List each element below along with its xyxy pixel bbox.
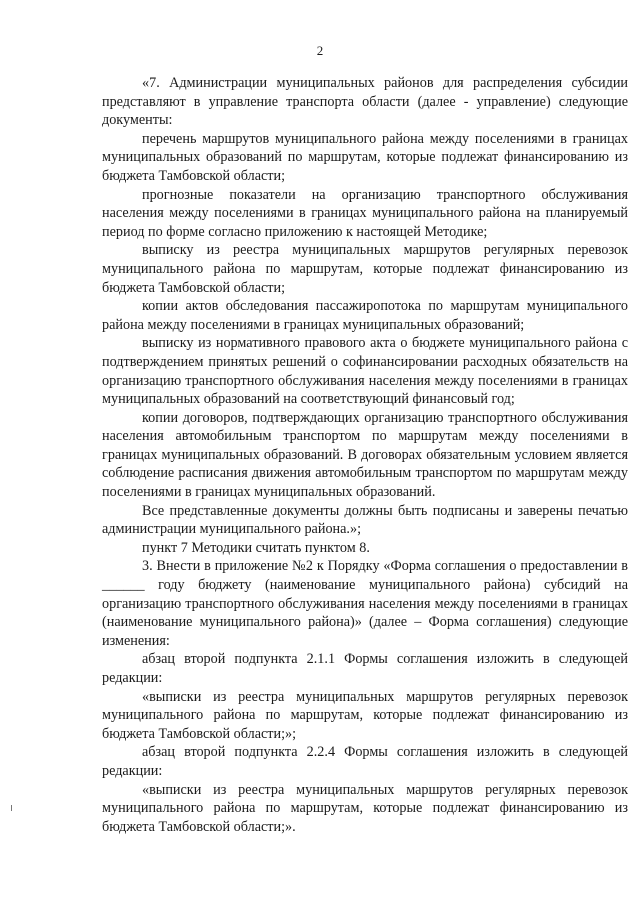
paragraph-2-1-1: абзац второй подпункта 2.1.1 Формы соглашения изложить в следующей редакции: — [102, 651, 628, 686]
paragraph-budget-act: выписку из нормативного правового акта о бюджете муниципального района с подтверждением принятых решений о софинансировании расходных обязательств на организацию транспортного обслуживания населения между поселениями в границах муниципальных образований на соответствующий финансовый год; — [102, 335, 628, 408]
paragraph-contracts: копии договоров, подтверждающих организацию транспортного обслуживания населения автомобильным транспортом по маршрутам между поселениями в границах муниципальных образований. В договорах обязательным условием является соблюдение расписания движения автомобильным транспортом по маршрутам между поселениями в границах муниципальных образований. — [102, 409, 628, 501]
paragraph-route-list: перечень маршрутов муниципального района между поселениями в границах муниципальных образований по маршрутам, которые подлежат финансированию из бюджета Тамбовской области; — [102, 130, 628, 184]
paragraph-renumber: пункт 7 Методики считать пунктом 8. — [142, 539, 370, 556]
document-body — [102, 74, 628, 836]
paragraph-registry-extract: выписку из реестра муниципальных маршрутов регулярных перевозок муниципального района по маршрутам, которые подлежат финансированию из бюджета Тамбовской области; — [102, 242, 628, 296]
paragraph-2-1-1-text: «выписки из реестра муниципальных маршрутов регулярных перевозок муниципального района по маршрутам, которые подлежат финансированию из бюджета Тамбовской области;»; — [102, 688, 628, 742]
paragraph-2-2-4-text: «выписки из реестра муниципальных маршрутов регулярных перевозок муниципального района по маршрутам, которые подлежат финансированию из бюджета Тамбовской области;». — [102, 781, 628, 835]
paragraph-7-intro: «7. Администрации муниципальных районов для распределения субсидии представляют в управление транспорта области (далее - управление) следующие документы: — [102, 75, 628, 129]
paragraph-2-2-4: абзац второй подпункта 2.2.4 Формы соглашения изложить в следующей редакции: — [102, 744, 628, 779]
paragraph-signatures: Все представленные документы должны быть подписаны и заверены печатью администрации муниципального района.»; — [102, 502, 628, 538]
page-number: 2 — [316, 43, 324, 58]
paragraph-item-3: 3. Внести в приложение №2 к Порядку «Форма соглашения о предоставлении в ______ году бюджету (наименование муниципального района) субсидий на организацию транспортного обслуживания населения между поселениями в границах (наименование муниципального района)» (далее – Форма соглашения) следующие изменения: — [102, 558, 628, 649]
margin-mark — [11, 805, 12, 811]
paragraph-forecast: прогнозные показатели на организацию транспортного обслуживания населения между поселениями в границах муниципального района на планируемый период по форме согласно приложению к настоящей Методике; — [102, 186, 628, 240]
paragraph-survey-acts: копии актов обследования пассажиропотока по маршрутам муниципального района между поселениями в границах муниципальных образований; — [102, 298, 628, 333]
